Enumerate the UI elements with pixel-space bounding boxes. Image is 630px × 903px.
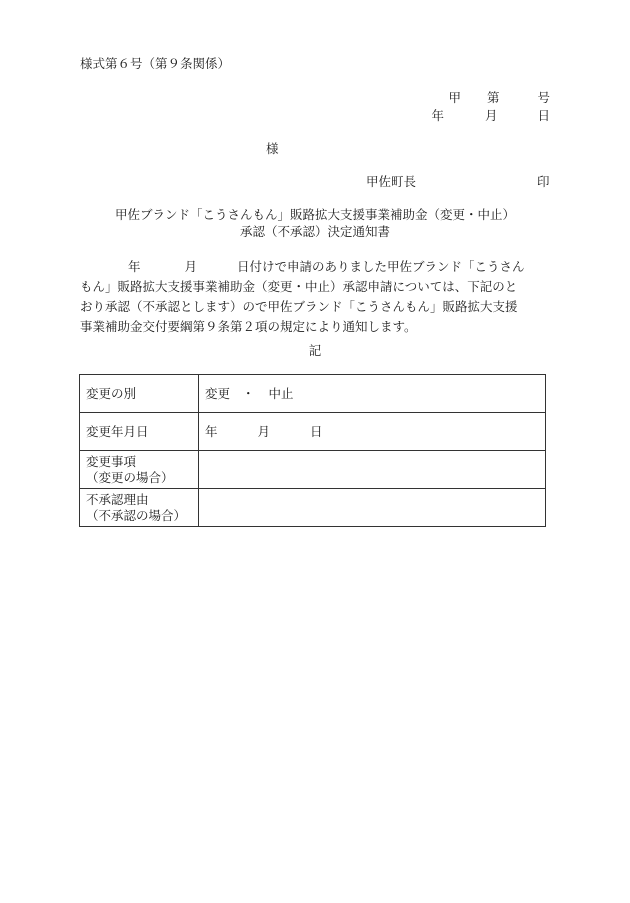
value-cancel: 中止 [268,385,294,401]
body-date-year: 年 [128,259,141,274]
body-line-4: 事業補助金交付要綱第９条第２項の規定により通知します。 [80,319,417,334]
issue-date-day: 日 [537,108,550,123]
body-line-3: おり承認（不承認とします）ので甲佐ブランド「こうさんもん」販路拡大支援 [80,299,518,314]
document-number-line [448,90,550,106]
issue-date-month: 月 [484,108,498,123]
table-row [80,489,546,527]
row-value-empty [199,489,546,527]
value-change: 変更 [205,385,231,401]
issuer-name: 甲佐町長 [366,174,417,189]
row-label [80,375,199,413]
number-dai: 第 [486,90,500,105]
label-text: 変更年月日 [86,423,149,439]
label-text: 変更の別 [86,385,137,401]
document-title-line1: 甲佐ブランド「こうさんもん」販路拡大支援事業補助金（変更・中止） [114,207,515,222]
label-text: 変更事項 [86,453,137,469]
body-line-1 [80,257,550,277]
table-row [80,451,546,489]
number-prefix: 甲 [448,90,461,105]
row-value [199,375,546,413]
ki-heading: 記 [308,343,322,358]
value-year: 年 [205,423,218,439]
label-text: 不承認理由 [86,491,149,507]
form-number: 様式第６号（第９条関係） [80,56,231,71]
body-line-1-text: 日付けで申請のありました甲佐ブランド「こうさん [237,259,525,274]
value-day: 日 [310,423,323,439]
row-value [199,413,546,451]
row-label [80,413,199,451]
row-label [80,489,199,527]
label-subtext: （変更の場合） [86,469,174,485]
body-paragraph [80,257,550,337]
seal-mark: 印 [537,174,550,189]
value-separator: ・ [242,385,255,401]
row-value-empty [199,451,546,489]
table-row [80,413,546,451]
number-go: 号 [537,90,550,105]
value-month: 月 [257,423,271,439]
label-subtext: （不承認の場合） [86,507,187,523]
table-row [80,375,546,413]
document-title-line2: 承認（不承認）決定通知書 [239,224,390,239]
issue-date-line [431,108,550,124]
row-label [80,451,199,489]
body-line-2: もん」販路拡大支援事業補助金（変更・中止）承認申請については、下記のと [80,279,518,294]
addressee-suffix: 様 [266,141,279,156]
body-date-month: 月 [184,259,198,274]
detail-table [79,374,546,527]
issue-date-year: 年 [431,108,444,123]
